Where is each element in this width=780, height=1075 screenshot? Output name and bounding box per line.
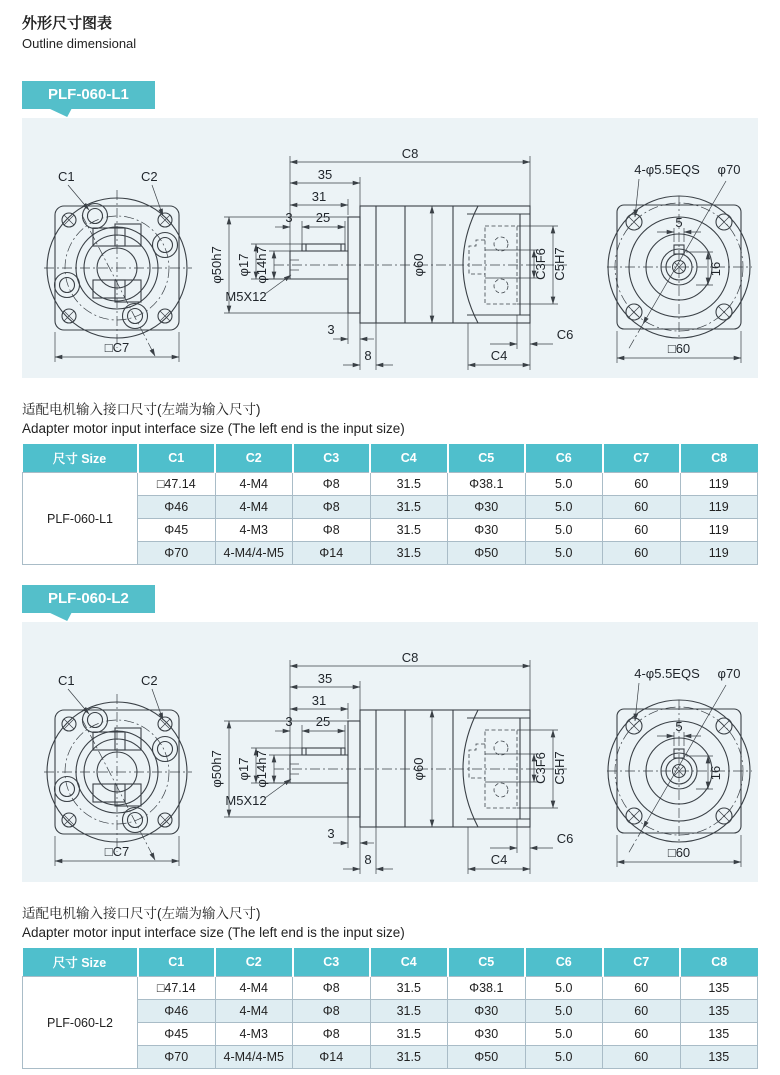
cell: 31.5 [370,1023,448,1046]
column-header-c3: C3 [293,444,371,473]
cell: 60 [603,542,681,565]
table-row [23,473,758,496]
cell: 135 [680,1023,758,1046]
cell: 5.0 [525,519,603,542]
cell: 119 [680,496,758,519]
cell: Φ8 [293,977,371,1000]
cell: Φ46 [138,496,216,519]
cell: □47.14 [138,473,216,496]
dimension-table-l2 [22,948,758,1069]
cell: 5.0 [525,1046,603,1069]
model-cell: PLF-060-L1 [23,473,138,565]
column-header-c4: C4 [370,444,448,473]
column-header-c8: C8 [680,444,758,473]
cell: Φ8 [293,473,371,496]
cell: 31.5 [370,1000,448,1023]
column-header-c5: C5 [448,444,526,473]
cell: Φ46 [138,1000,216,1023]
cell: Φ38.1 [448,473,526,496]
cell: □47.14 [138,977,216,1000]
cell: 60 [603,1023,681,1046]
dimension-table-l1 [22,444,758,565]
column-header-c3: C3 [293,948,371,977]
model-cell: PLF-060-L2 [23,977,138,1069]
cell: 5.0 [525,496,603,519]
cell: Φ45 [138,519,216,542]
column-header-c6: C6 [525,948,603,977]
column-header-c8: C8 [680,948,758,977]
table-header-row [23,948,758,977]
cell: Φ50 [448,542,526,565]
drawing-instance [44,146,752,370]
outline-drawing-panel-l1 [22,118,758,378]
cell: 60 [603,519,681,542]
column-header-size: 尺寸 Size [23,444,138,473]
adapter-caption-en-l1: Adapter motor input interface size (The left end is the input size) [22,421,405,436]
cell: Φ30 [448,519,526,542]
cell: Φ70 [138,542,216,565]
cell: 31.5 [370,473,448,496]
cell: 4-M4 [215,977,293,1000]
cell: 5.0 [525,542,603,565]
cell: 4-M3 [215,1023,293,1046]
cell: 119 [680,519,758,542]
cell: 5.0 [525,1023,603,1046]
page-title-zh: 外形尺寸图表 [22,15,113,32]
cell: 4-M4 [215,496,293,519]
cell: 60 [603,496,681,519]
adapter-caption-en-l2: Adapter motor input interface size (The left end is the input size) [22,925,405,940]
cell: Φ30 [448,496,526,519]
cell: Φ8 [293,496,371,519]
cell: Φ50 [448,1046,526,1069]
cell: Φ14 [293,1046,371,1069]
cell: 5.0 [525,977,603,1000]
cell: 119 [680,542,758,565]
column-header-c1: C1 [138,444,216,473]
column-header-c4: C4 [370,948,448,977]
cell: 4-M4 [215,473,293,496]
technical-drawing-l2 [22,622,758,882]
cell: Φ8 [293,1000,371,1023]
outline-drawing-panel-l2 [22,622,758,882]
model-badge-l1: PLF-060-L1 [22,81,155,109]
column-header-c2: C2 [215,444,293,473]
page-title-en: Outline dimensional [22,36,137,51]
cell: 4-M4/4-M5 [215,1046,293,1069]
cell: 119 [680,473,758,496]
cell: 135 [680,977,758,1000]
cell: 60 [603,1000,681,1023]
cell: 5.0 [525,1000,603,1023]
technical-drawing-l1 [22,118,758,378]
cell: 60 [603,977,681,1000]
column-header-c5: C5 [448,948,526,977]
cell: 60 [603,473,681,496]
cell: Φ30 [448,1000,526,1023]
cell: Φ38.1 [448,977,526,1000]
cell: 4-M4/4-M5 [215,542,293,565]
cell: 4-M4 [215,1000,293,1023]
cell: 31.5 [370,519,448,542]
model-badge-l2: PLF-060-L2 [22,585,155,613]
column-header-c6: C6 [525,444,603,473]
table-header-row [23,444,758,473]
cell: 31.5 [370,496,448,519]
cell: 31.5 [370,542,448,565]
cell: 5.0 [525,473,603,496]
cell: 31.5 [370,977,448,1000]
cell: 135 [680,1046,758,1069]
cell: 31.5 [370,1046,448,1069]
column-header-size: 尺寸 Size [23,948,138,977]
column-header-c7: C7 [603,444,681,473]
column-header-c7: C7 [603,948,681,977]
cell: Φ8 [293,1023,371,1046]
column-header-c2: C2 [215,948,293,977]
table-row [23,977,758,1000]
cell: 135 [680,1000,758,1023]
drawing-instance [44,650,752,874]
cell: Φ8 [293,519,371,542]
cell: Φ70 [138,1046,216,1069]
adapter-caption-zh-l1: 适配电机输入接口尺寸(左端为输入尺寸) [22,402,261,417]
adapter-caption-zh-l2: 适配电机输入接口尺寸(左端为输入尺寸) [22,906,261,921]
cell: 60 [603,1046,681,1069]
cell: Φ30 [448,1023,526,1046]
cell: 4-M3 [215,519,293,542]
cell: Φ14 [293,542,371,565]
column-header-c1: C1 [138,948,216,977]
cell: Φ45 [138,1023,216,1046]
